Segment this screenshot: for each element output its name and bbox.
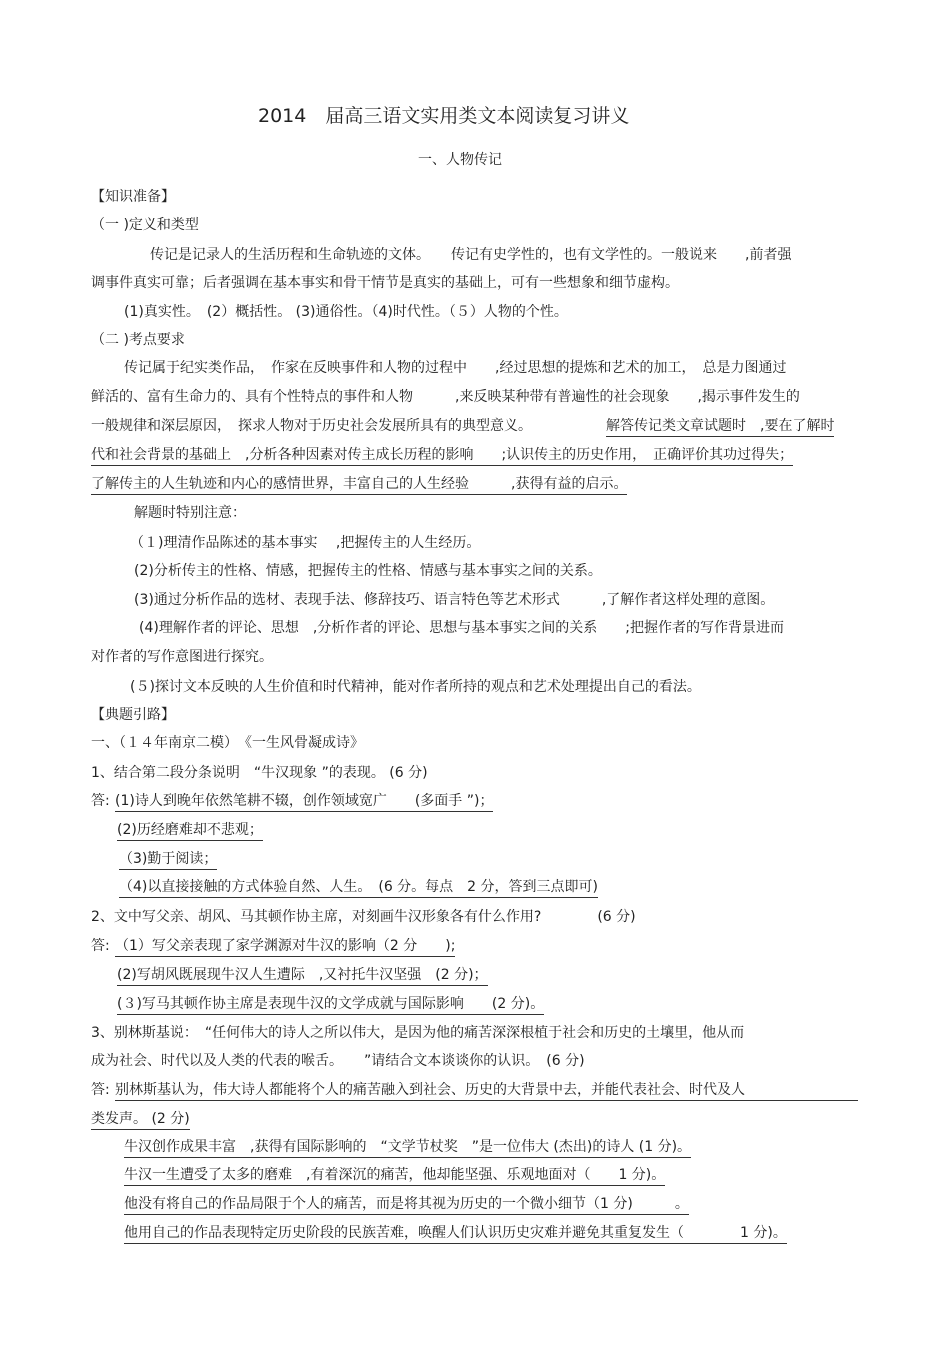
answer-label: 答:	[91, 1082, 110, 1098]
list-item: (2)分析传主的性格、情感，把握传主的性格、情感与基本事实之间的关系。	[134, 563, 602, 579]
question-2: 2、文中写父亲、胡风、马其顿作协主席，对刻画牛汉形象各有什么作用? (6 分)	[91, 909, 636, 925]
answer-line: 类发声。 (2 分)	[91, 1109, 190, 1130]
answer-line: （1）写父亲表现了家学渊源对牛汉的影响（2 分 );	[115, 936, 455, 957]
section-heading: 一、人物传记	[418, 152, 502, 168]
paragraph-line: 一般规律和深层原因， 探求人物对于历史社会发展所具有的典型意义。	[91, 418, 532, 434]
document-title: 2014 届高三语文实用类文本阅读复习讲义	[258, 105, 630, 127]
answer-line: （4)以直接接触的方式体验自然、人生。 (6 分。每点 2 分，答到三点即可)	[119, 877, 598, 898]
answer-line: 牛汉创作成果丰富 ,获得有国际影响的 “文学节杖奖 ”是一位伟大 (杰出)的诗人 (1 分)。	[124, 1137, 691, 1158]
question-3: 3、别林斯基说： “任何伟大的诗人之所以伟大，是因为他的痛苦深深根植于社会和历史的土壤里，他从而	[91, 1025, 745, 1041]
question-1: 1、结合第二段分条说明 “牛汉现象 ”的表现。 (6 分)	[91, 765, 428, 781]
heading-examples: 【典题引路】	[91, 707, 175, 723]
answer-label: 答:	[91, 938, 110, 954]
list-item: 对作者的写作意图进行探究。	[91, 649, 273, 665]
paragraph-line: 传记属于纪实类作品， 作家在反映事件和人物的过程中 ,经过思想的提炼和艺术的加工， 总是力图通过	[124, 360, 787, 376]
heading-knowledge: 【知识准备】	[91, 189, 175, 205]
answer-line: 他用自己的作品表现特定历史阶段的民族苦难，唤醒人们认识历史灾难并避免其重复发生（ 1 分)。	[124, 1223, 787, 1244]
answer-line: 他没有将自己的作品局限于个人的痛苦，而是将其视为历史的一个微小细节（1 分) 。	[124, 1194, 689, 1215]
exam-source: 一、（１４年南京二模） 《一生风骨凝成诗》	[91, 735, 364, 751]
paragraph-line: 传记是记录人的生活历程和生命轨迹的文体。 传记有史学性的，也有文学性的。一般说来 ,前者强	[150, 247, 792, 263]
underlined-line: 了解传主的人生轨迹和内心的感情世界，丰富自己的人生经验 ,获得有益的启示。	[91, 474, 627, 495]
answer-line: (2)历经磨难却不悲观；	[117, 820, 263, 841]
paragraph-line: 鲜活的、富有生命力的、具有个性特点的事件和人物 ,来反映某种带有普遍性的社会现象 ,揭示事件发生的	[91, 389, 800, 405]
answer-line: 牛汉一生遭受了太多的磨难 ,有着深沉的痛苦，他却能坚强、乐观地面对（ 1 分)。	[124, 1165, 665, 1186]
list-item: (５)探讨文本反映的人生价值和时代精神，能对作者所持的观点和艺术处理提出自己的看法。	[130, 679, 701, 695]
paragraph-line: 调事件真实可靠；后者强调在基本事实和骨干情节是真实的基础上，可有一些想象和细节虚构。	[91, 275, 679, 291]
subheading-requirements: （二 )考点要求	[91, 332, 185, 348]
answer-line: 别林斯基认为，伟大诗人都能将个人的痛苦融入到社会、历史的大背景中去，并能代表社会、时代及人	[115, 1080, 858, 1101]
answer-line: (1)诗人到晚年依然笔耕不辍，创作领域宽广 (多面手 ”)；	[115, 791, 493, 812]
answer-line: （3)勤于阅读；	[119, 849, 217, 870]
list-item: (4)理解作者的评论、思想 ,分析作者的评论、思想与基本事实之间的关系 ;把握作者的写作背景进而	[139, 620, 784, 636]
list-item: (3)通过分析作品的选材、表现手法、修辞技巧、语言特色等艺术形式 ,了解作者这样处理的意图。	[134, 592, 775, 608]
answer-line: (2)写胡风既展现牛汉人生遭际 ,又衬托牛汉坚强 (2 分)；	[117, 965, 488, 986]
subheading-definition: （一 )定义和类型	[91, 217, 199, 233]
underlined-line: 解答传记类文章试题时 ,要在了解时	[606, 416, 834, 437]
question-3-cont: 成为社会、时代以及人类的代表的喉舌。 ”请结合文本谈谈你的认识。 (6 分)	[91, 1053, 585, 1069]
answer-line: (３)写马其顿作协主席是表现牛汉的文学成就与国际影响 (2 分)。	[117, 994, 544, 1015]
underlined-line: 代和社会背景的基础上 ,分析各种因素对传主成长历程的影响 ;认识传主的历史作用， 正确评价其功过得失；	[91, 445, 793, 466]
answer-label: 答:	[91, 793, 110, 809]
list-item: （１)理清作品陈述的基本事实 ,把握传主的人生经历。	[130, 535, 481, 551]
paragraph-line: (1)真实性。 (2）概括性。 (3)通俗性。（4)时代性。（５）人物的个性。	[124, 304, 568, 320]
tips-heading: 解题时特别注意：	[134, 505, 246, 521]
